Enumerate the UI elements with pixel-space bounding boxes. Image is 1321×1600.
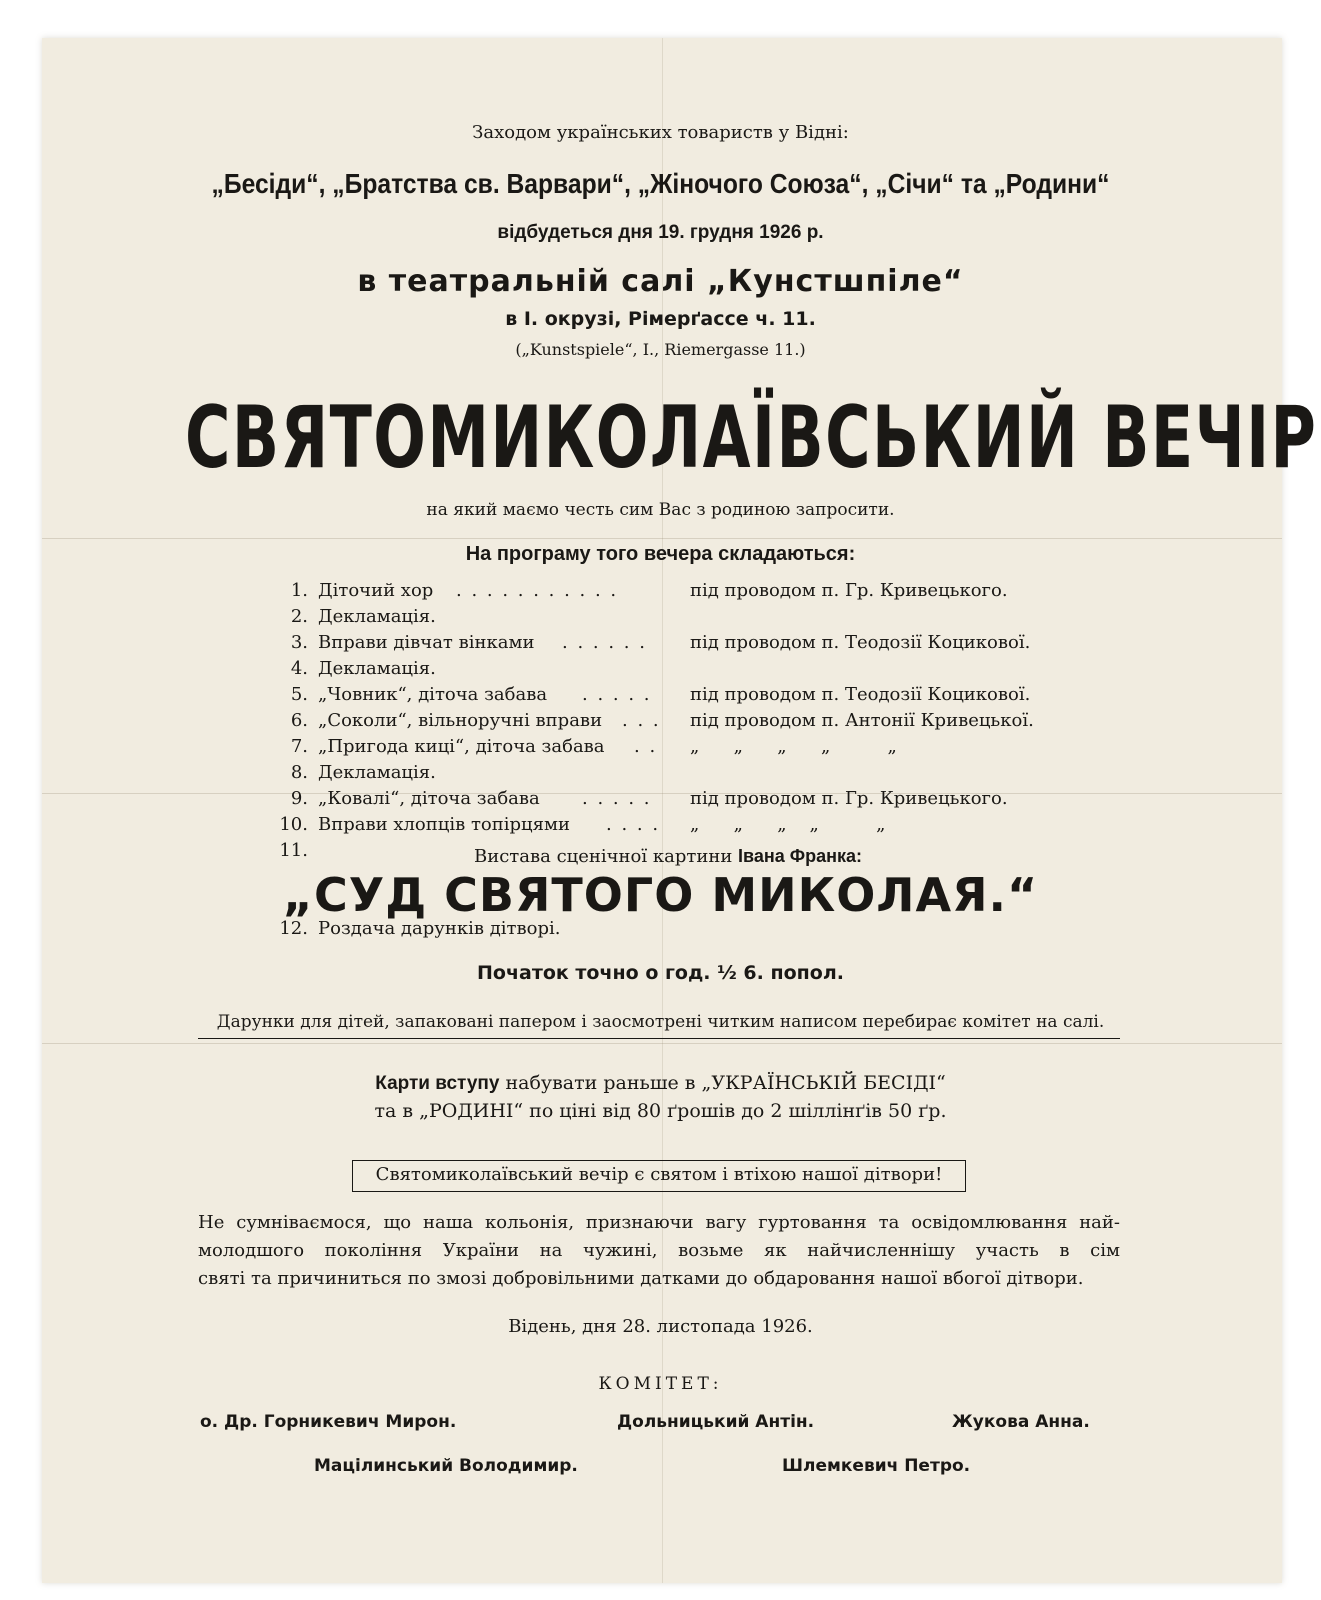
program-item-number: 6. bbox=[290, 710, 308, 731]
play-author: Івана Франка: bbox=[738, 846, 863, 866]
program-item-title: Діточий хор bbox=[318, 580, 434, 601]
leader-dots: . . . . . . bbox=[562, 632, 647, 653]
program-item-number: 2. bbox=[290, 606, 308, 627]
program-item-number: 4. bbox=[290, 658, 308, 679]
address-german: („Kunstspiele“, I., Riemergasse 11.) bbox=[515, 340, 806, 359]
program-item-number: 10. bbox=[279, 814, 308, 835]
tickets-price-line: та в „РОДИНІ“ по ціні від 80 ґрошів до 2 шіллінґів 50 ґр. bbox=[374, 1100, 947, 1122]
main-title: СВЯТОМИКОЛАЇВСЬКИЙ ВЕЧІР bbox=[184, 388, 1318, 488]
committee-member: Дольницький Антін. bbox=[617, 1412, 815, 1432]
program-heading: На програму того вечера складаються: bbox=[465, 543, 856, 565]
leader-dots: . . . . bbox=[606, 814, 661, 835]
program-item-title: „Пригода киці“, діточа забава bbox=[318, 736, 605, 757]
tickets-label: Карти вступу bbox=[375, 1073, 500, 1094]
venue-line: в театральній салі „Кунстшпіле“ bbox=[357, 264, 964, 299]
address-line: в І. окрузі, Рімерґассе ч. 11. bbox=[505, 308, 816, 330]
invitation-line: на який маємо честь сим Вас з родиною запросити. bbox=[426, 500, 895, 520]
program-item-title: „Ковалі“, діточа забава bbox=[318, 788, 540, 809]
program-item-title: Вправи дівчат вінками bbox=[318, 632, 535, 653]
leader-dots: . . . bbox=[622, 710, 661, 731]
program-item-number: 9. bbox=[290, 788, 308, 809]
start-time: Початок точно о год. ½ 6. попол. bbox=[477, 962, 844, 984]
appeal-paragraph-line: Не сумніваємося, що наша кольонія, признаючи вагу гуртовання та освідомлювання най- bbox=[198, 1212, 1120, 1233]
intro-line: Заходом українських товариств у Відні: bbox=[472, 122, 849, 143]
gifts-note: Дарунки для дітей, запаковані папером і заосмотрені читким написом перебирає комітет на салі. bbox=[216, 1012, 1105, 1032]
ditto-marks: „ „ „ „ „ bbox=[690, 736, 897, 757]
committee-heading: КОМІТЕТ: bbox=[598, 1374, 723, 1394]
program-item-number: 7. bbox=[290, 736, 308, 757]
program-item-director: під проводом п. Антонії Кривецької. bbox=[690, 710, 1034, 731]
program-item-number: 3. bbox=[290, 632, 308, 653]
program-item-number: 12. bbox=[279, 918, 308, 939]
program-item-number: 8. bbox=[290, 762, 308, 783]
committee-member: Мацілинський Володимир. bbox=[314, 1456, 578, 1476]
committee-member: Жукова Анна. bbox=[952, 1412, 1090, 1432]
program-item-title: „Соколи“, вільноручні вправи bbox=[318, 710, 603, 731]
program-item-director: під проводом п. Теодозії Коцикової. bbox=[690, 684, 1031, 705]
program-item-title: Декламація. bbox=[318, 658, 436, 679]
program-item-number: 1. bbox=[290, 580, 308, 601]
program-item-title: Декламація. bbox=[318, 762, 436, 783]
program-item-director: під проводом п. Гр. Кривецького. bbox=[690, 788, 1008, 809]
appeal-paragraph-line: святі та причиниться по змозі добровільними датками до обдаровання нашої вбогої дітвори. bbox=[198, 1268, 1084, 1289]
program-item-title: Роздача дарунків дітворі. bbox=[318, 918, 561, 939]
program-item-director: під проводом п. Теодозії Коцикової. bbox=[690, 632, 1031, 653]
play-title: „СУД СВЯТОГО МИКОЛАЯ.“ bbox=[282, 868, 1039, 922]
ditto-marks: „ „ „ „ „ bbox=[690, 814, 886, 835]
appeal-paragraph-line: молодшого покоління України на чужині, возьме як найчисленнішу участь в сім bbox=[198, 1240, 1120, 1261]
tickets-line bbox=[0, 1072, 1321, 1095]
program-item-number: 5. bbox=[290, 684, 308, 705]
holiday-motto-box: Святомиколаївський вечір є святом і втіхою нашої дітвори! bbox=[352, 1160, 966, 1192]
program-item-director: під проводом п. Гр. Кривецького. bbox=[690, 580, 1008, 601]
tickets-text: набувати раньше в „УКРАЇНСЬКІЙ БЕСІДІ“ bbox=[499, 1072, 946, 1094]
program-item-title: Вправи хлопців топірцями bbox=[318, 814, 570, 835]
signature-date: Відень, дня 28. листопада 1926. bbox=[508, 1316, 813, 1337]
leader-dots: . . . . . . . . . . . bbox=[456, 580, 619, 601]
underline-rule bbox=[198, 1038, 1120, 1039]
leader-dots: . . . . . bbox=[582, 684, 652, 705]
play-label bbox=[474, 846, 862, 867]
event-date: відбудеться дня 19. грудня 1926 р. bbox=[497, 222, 824, 243]
leader-dots: . . . . . bbox=[582, 788, 652, 809]
program-item-title: „Човник“, діточа забава bbox=[318, 684, 548, 705]
committee-member: Шлемкевич Петро. bbox=[782, 1456, 971, 1476]
leader-dots: . . bbox=[634, 736, 658, 757]
program-item-title: Декламація. bbox=[318, 606, 436, 627]
play-label-text: Вистава сценічної картини bbox=[474, 846, 739, 867]
program-item-number: 11. bbox=[279, 840, 308, 861]
committee-member: о. Др. Горникевич Мирон. bbox=[200, 1412, 457, 1432]
societies-line: „Бесіди“, „Братства св. Варвари“, „Жіночого Союза“, „Січи“ та „Родини“ bbox=[211, 168, 1110, 199]
